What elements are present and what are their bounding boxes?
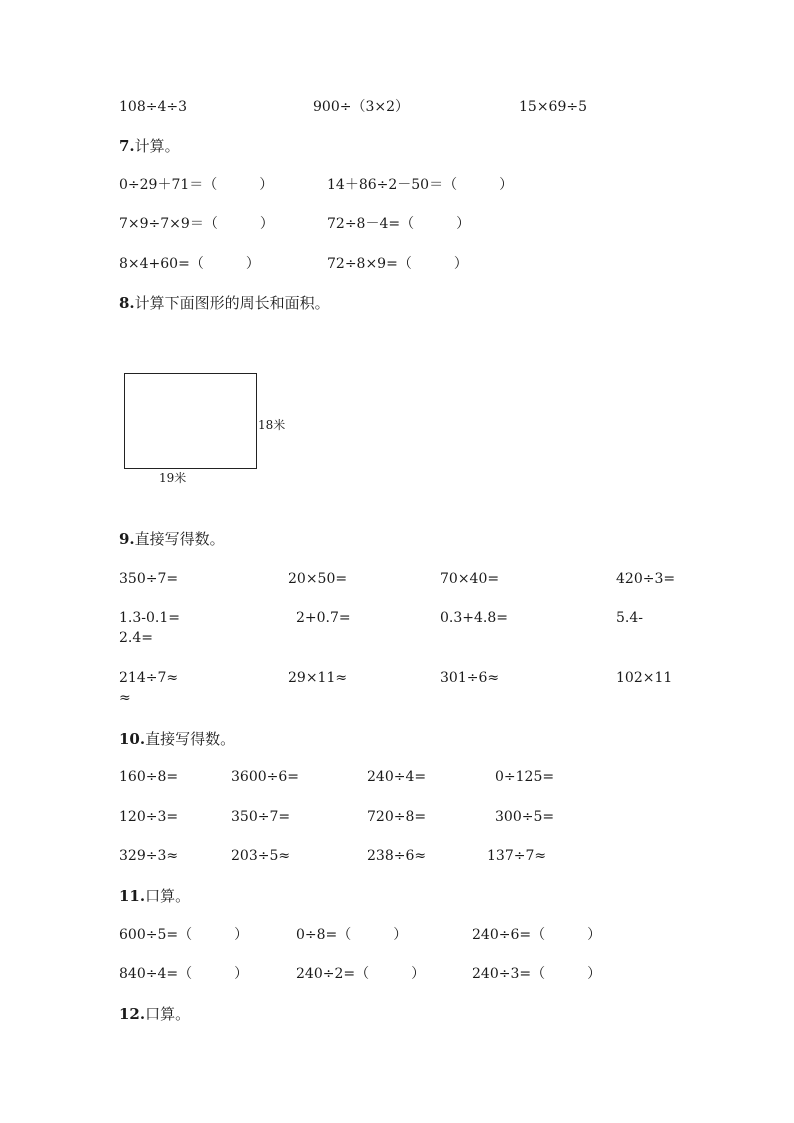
question-number: 10.	[119, 730, 146, 748]
question-12-heading	[119, 1005, 190, 1023]
question-9-heading	[119, 530, 225, 548]
fill-blank-item: 14＋86÷2－50＝（ ）	[327, 177, 514, 193]
expression-wrap: 2.4=	[119, 630, 153, 646]
question-title: 口算。	[145, 1005, 191, 1023]
question-number: 11.	[119, 887, 146, 905]
expression: 108÷4÷3	[119, 99, 187, 115]
expression: 350÷7=	[119, 571, 179, 587]
question-title: 口算。	[145, 887, 191, 905]
expression: 350÷7=	[231, 809, 291, 825]
fill-blank-item: 240÷2=（ ）	[296, 966, 426, 982]
fill-blank-item: 8×4+60=（ ）	[119, 256, 260, 272]
question-title: 计算。	[134, 137, 180, 155]
question-7-heading	[119, 137, 180, 155]
expression: 0÷125=	[495, 769, 555, 785]
question-title: 直接写得数。	[145, 730, 236, 748]
question-number: 7.	[119, 137, 135, 155]
expression: 70×40=	[440, 571, 500, 587]
question-8-heading	[119, 294, 330, 312]
expression: 5.4-	[616, 610, 643, 626]
expression: 900÷（3×2）	[313, 99, 409, 115]
height-label: 18米	[258, 418, 286, 432]
question-number: 9.	[119, 530, 135, 548]
fill-blank-item: 240÷6=（ ）	[472, 927, 602, 943]
expression: 329÷3≈	[119, 848, 179, 864]
expression: 720÷8=	[367, 809, 427, 825]
fill-blank-item: 840÷4=（ ）	[119, 966, 249, 982]
expression: 120÷3=	[119, 809, 179, 825]
expression: 15×69÷5	[519, 99, 587, 115]
expression: 301÷6≈	[440, 670, 500, 686]
expression: 300÷5=	[495, 809, 555, 825]
expression: 137÷7≈	[487, 848, 547, 864]
fill-blank-item: 0÷29＋71＝（ ）	[119, 177, 274, 193]
expression: 214÷7≈	[119, 670, 179, 686]
fill-blank-item: 7×9÷7×9＝（ ）	[119, 216, 274, 232]
fill-blank-item: 600÷5=（ ）	[119, 927, 249, 943]
expression: 203÷5≈	[231, 848, 291, 864]
question-title: 计算下面图形的周长和面积。	[134, 294, 330, 312]
question-title: 直接写得数。	[134, 530, 225, 548]
question-number: 12.	[119, 1005, 146, 1023]
rectangle-figure	[124, 373, 257, 469]
fill-blank-item: 72÷8－4=（ ）	[327, 216, 471, 232]
expression: 1.3-0.1=	[119, 610, 180, 626]
expression: 238÷6≈	[367, 848, 427, 864]
width-label: 19米	[159, 471, 187, 485]
fill-blank-item: 0÷8=（ ）	[296, 927, 408, 943]
expression-wrap: ≈	[119, 690, 131, 706]
expression: 29×11≈	[288, 670, 348, 686]
fill-blank-item: 240÷3=（ ）	[472, 966, 602, 982]
fill-blank-item: 72÷8×9=（ ）	[327, 256, 468, 272]
question-number: 8.	[119, 294, 135, 312]
question-10-heading	[119, 730, 235, 748]
question-11-heading	[119, 887, 190, 905]
expression: 420÷3=	[616, 571, 676, 587]
expression: 160÷8=	[119, 769, 179, 785]
expression: 240÷4=	[367, 769, 427, 785]
expression: 102×11	[616, 670, 673, 686]
expression: 20×50=	[288, 571, 348, 587]
expression: 2+0.7=	[296, 610, 351, 626]
expression: 3600÷6=	[231, 769, 299, 785]
expression: 0.3+4.8=	[440, 610, 508, 626]
